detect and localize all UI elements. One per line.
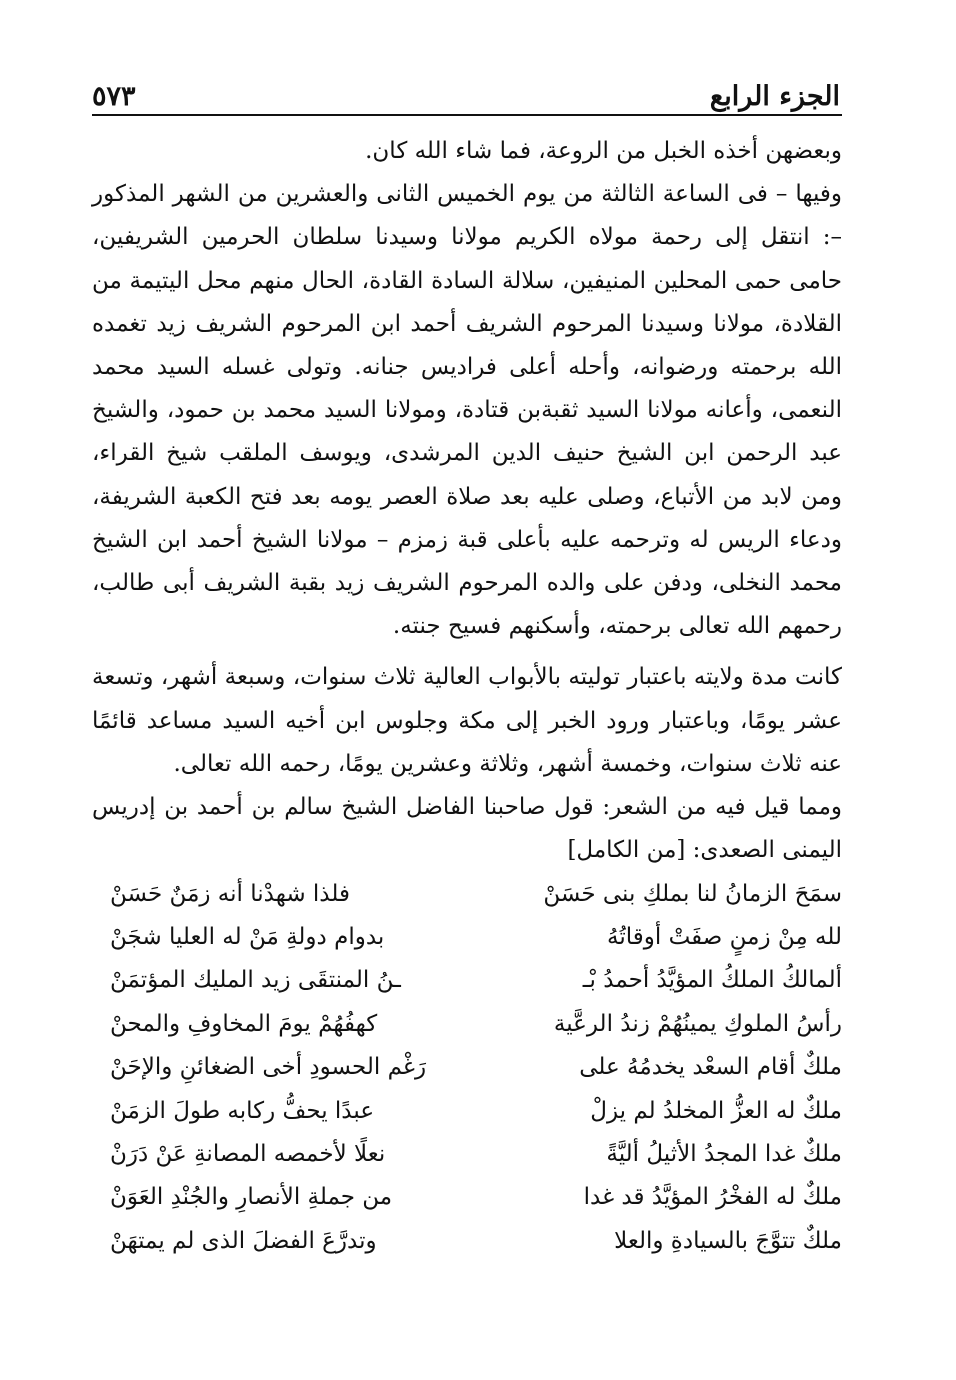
prose-body [92, 130, 842, 872]
verse-first-hemistich: ملكٌ أقام السعْد يخدمُهُ على [579, 1054, 842, 1081]
header-rule [92, 114, 842, 116]
verse-second-hemistich: فلذا شهدْنا أنه زمَنٌ حَسَنْ [110, 880, 350, 907]
running-title: الجزء الرابع [709, 81, 840, 112]
poem-verse [110, 959, 842, 1002]
verse-second-hemistich: نعلًا لأخمصه المصانةِ عَنْ دَرَنْ [110, 1141, 386, 1168]
poem-verse [110, 1219, 842, 1262]
verse-second-hemistich: وتدرَّعَ الفضلَ الذى لم يمتهَنْ [110, 1227, 377, 1254]
page-header [92, 62, 840, 112]
verse-second-hemistich: من جملةِ الأنصارِ والجُنْدِ العَوَنْ [110, 1184, 393, 1211]
poem-verse [110, 1132, 842, 1175]
poem-verse [110, 1176, 842, 1219]
verse-first-hemistich: ملكٌ غدا المجدُ الأثيلُ أليَّةً [606, 1141, 842, 1168]
poem-verse [110, 1089, 842, 1132]
verse-first-hemistich: لله مِنْ زمنٍ صفَتْ أوقاتُهُ [607, 924, 842, 951]
poem [110, 872, 842, 1263]
poem-verse [110, 1002, 842, 1045]
poem-verse [110, 872, 842, 915]
paragraph: وبعضهن أخذه الخبل من الروعة، فما شاء الله كان. [365, 138, 842, 164]
verse-second-hemistich: كهفُهُمْ يومَ المخاوفِ والمحنْ [110, 1010, 378, 1037]
verse-second-hemistich: بدوام دولةِ مَنْ له العليا شجَنْ [110, 924, 385, 951]
page-number: ٥٧٣ [92, 81, 136, 112]
verse-first-hemistich: سمَحَ الزمانُ لنا بملكِ بنى حَسَنْ [543, 880, 842, 907]
poem-verse [110, 1046, 842, 1089]
paragraph: كانت مدة ولايته باعتبار توليته بالأبواب العالية ثلاث سنوات، وسبعة أشهر، وتسعة عشر يومًا، وباعتبار ورود الخبر إلى مكة وجلوس ابن أخيه السيد مساعد قائمًا عنه ثلاث سنوات، وخمسة أشهر، وثلاثة وعشرين يومًا، رحمه الله تعالى. [92, 664, 842, 777]
verse-first-hemistich: رأسُ الملوكِ يمينُهُمْ زندُ الرعَّية [553, 1010, 842, 1037]
verse-second-hemistich: ـنُ المنتقَى زيد المليك المؤتمَنْ [110, 967, 401, 994]
paragraph: ومما قيل فيه من الشعر: قول صاحبنا الفاضل الشيخ سالم بن أحمد بن إدريس اليمنى الصعدى: [من الكامل] [92, 794, 842, 864]
verse-first-hemistich: ألمالكُ الملكُ المؤيَّدُ أحمدُ بْـ [582, 967, 842, 994]
verse-first-hemistich: ملكٌ له الفخْرُ المؤيَّدُ قد غدا [583, 1184, 842, 1211]
poem-verse [110, 915, 842, 958]
paragraph: وفيها – فى الساعة الثالثة من يوم الخميس الثانى والعشرين من الشهر المذكور –: انتقل إلى رحمة مولاه الكريم مولانا وسيدنا سلطان الحرمين الشريفين، حامى حمى المحلين المنيفين، سلالة السادة القادة، الحال منهم محل اليتيمة من القلادة، مولانا وسيدنا المرحوم الشريف أحمد ابن المرحوم الشريف زيد تغمده الله برحمته ورضوانه، وأحله أعلى فراديس جنانه. وتولى غسله السيد محمد النعمى، وأعانه مولانا السيد ثقبةبن قتادة، ومولانا السيد محمد بن حمود، والشيخ عبد الرحمن ابن الشيخ حنيف الدين المرشدى، ويوسف الملقب شيخ القراء، ومن لابد من الأتباع، وصلى عليه بعد صلاة العصر يومه بعد فتح الكعبة الشريفة، ودعاء الريس له وترحمه عليه بأعلى قبة زمزم – مولانا الشيخ أحمد ابن الشيخ محمد النخلى، ودفن على والده المرحوم الشريف زيد بقبة الشريف أبى طالب، رحمهم الله تعالى برحمته، وأسكنهم فسيح جنته. [92, 181, 842, 640]
verse-first-hemistich: ملكٌ تتوَّجَ بالسيادةِ والعلا [614, 1227, 842, 1254]
verse-second-hemistich: عبدًا يحفُّ ركابه طولَ الزمَنْ [110, 1097, 375, 1124]
verse-first-hemistich: ملكٌ له العزُّ المخلدُ لم يزلْ [590, 1097, 842, 1124]
verse-second-hemistich: رَغْم الحسودِ أخى الضغائنِ والإحَنْ [110, 1054, 427, 1081]
